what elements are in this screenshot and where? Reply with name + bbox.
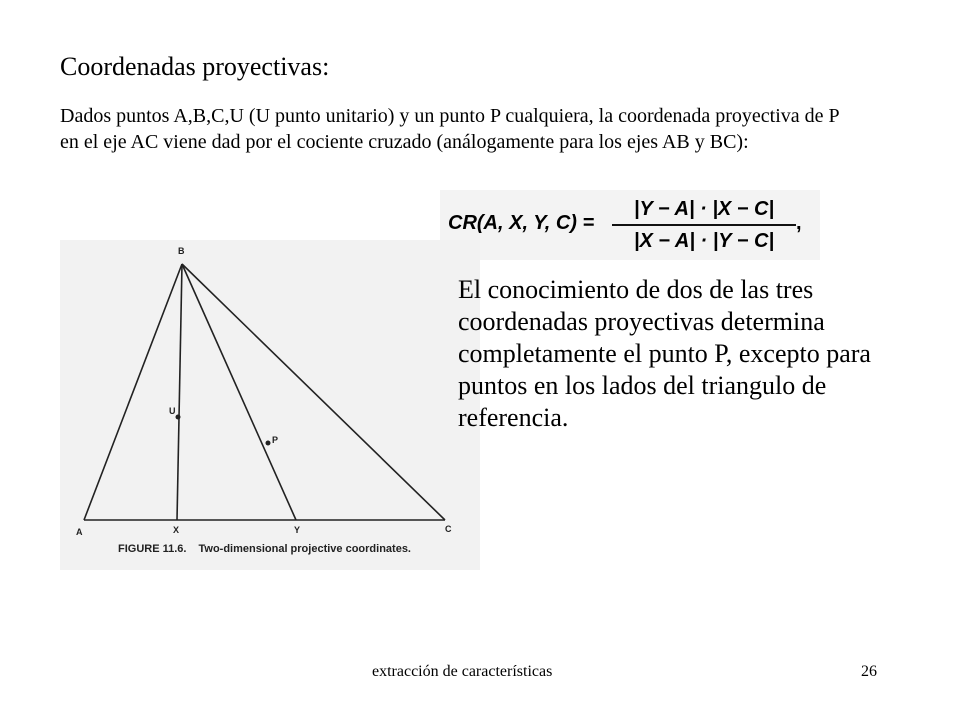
intro-paragraph: Dados puntos A,B,C,U (U punto unitario) y un punto P cualquiera, la coordenada proyectiva de P en el eje AC viene dad por el cociente cruzado (análogamente para los ejes AB y BC): (60, 105, 839, 153)
line-bx (177, 264, 182, 520)
page-number: 26 (861, 663, 877, 680)
label-p: P (272, 435, 279, 445)
label-b: B (178, 246, 185, 256)
edge-ab (84, 264, 182, 520)
line-by (182, 264, 296, 520)
figure-caption (118, 543, 411, 555)
note-paragraph: El conocimiento de dos de las tres coordenadas proyectivas determina completamente el punto P, excepto para puntos en los lados del triangulo de referencia. (458, 275, 871, 432)
triangle-diagram (60, 240, 480, 570)
label-a: A (76, 527, 83, 537)
edge-bc (182, 264, 445, 520)
footer-text: extracción de características (372, 663, 553, 680)
cross-ratio-formula (440, 190, 820, 260)
label-u: U (169, 406, 176, 416)
label-y: Y (294, 525, 301, 535)
formula-numerator: |Y − A| · |X − C| (633, 198, 775, 220)
figure-caption-text: Two-dimensional projective coordinates. (198, 543, 411, 555)
label-c: C (445, 524, 452, 534)
formula-comma: , (796, 212, 802, 234)
formula-denominator: |X − A| · |Y − C| (633, 230, 775, 252)
point-u (176, 415, 181, 420)
figure-caption-number: FIGURE 11.6. (118, 543, 187, 555)
projective-coordinates-figure (60, 240, 480, 570)
point-p (266, 441, 271, 446)
slide-title: Coordenadas proyectivas: (60, 52, 330, 81)
label-x: X (173, 525, 180, 535)
formula-fraction (612, 196, 796, 254)
fraction-bar (612, 224, 796, 226)
formula-lhs: CR(A, X, Y, C) = (448, 212, 595, 234)
